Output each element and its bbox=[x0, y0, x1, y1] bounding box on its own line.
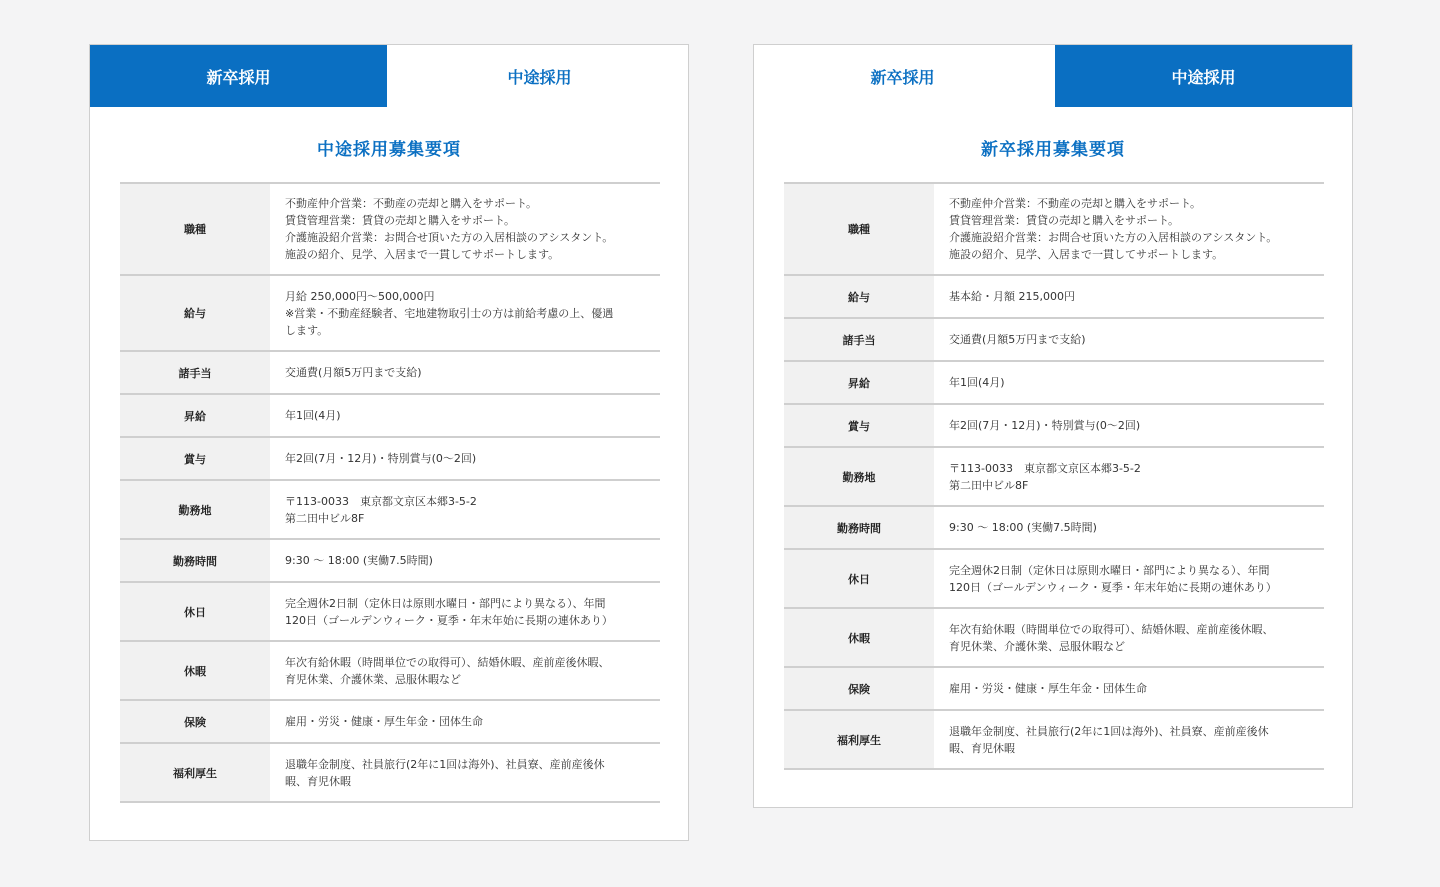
table-row bbox=[120, 700, 660, 743]
table-row bbox=[784, 361, 1324, 404]
row-value: 雇用・労災・健康・厚生年金・団体生命 bbox=[285, 715, 483, 728]
table-row bbox=[784, 506, 1324, 549]
table-row bbox=[784, 447, 1324, 506]
table-row bbox=[120, 480, 660, 539]
row-label: 職種 bbox=[120, 183, 270, 275]
row-label: 賞与 bbox=[784, 404, 934, 447]
panel-title: 新卒採用募集要項 bbox=[981, 140, 1125, 160]
row-value: 雇用・労災・健康・厚生年金・団体生命 bbox=[949, 682, 1147, 695]
row-label: 保険 bbox=[784, 667, 934, 710]
row-value: 完全週休2日制（定休日は原則水曜日・部門により異なる）、年間 120日（ゴールデンウィーク・夏季・年末年始に長期の連休あり） bbox=[285, 596, 613, 627]
table-row bbox=[784, 183, 1324, 275]
requirements-table bbox=[120, 182, 660, 803]
row-label: 諸手当 bbox=[784, 318, 934, 361]
row-label: 休暇 bbox=[784, 608, 934, 667]
tab-bar bbox=[754, 45, 1352, 107]
row-label: 勤務地 bbox=[120, 480, 270, 539]
row-value: 〒113-0033 東京都文京区本郷3-5-2 第二田中ビル8F bbox=[285, 494, 477, 525]
table-row bbox=[120, 183, 660, 275]
table-row bbox=[120, 351, 660, 394]
table-row bbox=[784, 549, 1324, 608]
row-value: 9:30 〜 18:00 (実働7.5時間) bbox=[949, 521, 1097, 534]
table-row bbox=[120, 743, 660, 802]
tab-bar bbox=[90, 45, 688, 107]
row-value: 年1回(4月) bbox=[285, 409, 341, 422]
row-value: 年2回(7月・12月)・特別賞与(0〜2回) bbox=[949, 419, 1141, 432]
table-row bbox=[120, 275, 660, 351]
row-value: 退職年金制度、社員旅行(2年に1回は海外)、社員寮、産前産後休 暇、育児休暇 bbox=[285, 757, 605, 788]
tab-new-graduate[interactable]: 新卒採用 bbox=[90, 45, 387, 107]
row-label: 勤務時間 bbox=[784, 506, 934, 549]
row-value: 〒113-0033 東京都文京区本郷3-5-2 第二田中ビル8F bbox=[949, 461, 1141, 492]
table-row bbox=[784, 404, 1324, 447]
table-row bbox=[784, 318, 1324, 361]
tab-new-graduate[interactable]: 新卒採用 bbox=[754, 45, 1051, 107]
table-row bbox=[120, 437, 660, 480]
row-label: 休日 bbox=[784, 549, 934, 608]
row-label: 昇給 bbox=[784, 361, 934, 404]
row-label: 給与 bbox=[120, 275, 270, 351]
row-value: 年次有給休暇（時間単位での取得可）、結婚休暇、産前産後休暇、 育児休業、介護休業、忌服休暇など bbox=[949, 622, 1274, 653]
table-row bbox=[120, 641, 660, 700]
row-label: 休日 bbox=[120, 582, 270, 641]
row-value: 完全週休2日制（定休日は原則水曜日・部門により異なる）、年間 120日（ゴールデンウィーク・夏季・年末年始に長期の連休あり） bbox=[949, 563, 1277, 594]
table-row bbox=[120, 582, 660, 641]
row-label: 賞与 bbox=[120, 437, 270, 480]
row-value: 不動産仲介営業：不動産の売却と購入をサポート。 賃貸管理営業：賃貸の売却と購入をサポート。 介護施設紹介営業：お問合せ頂いた方の入居相談のアシスタント。 施設の紹介、見学、入居まで一貫してサポートします。 bbox=[285, 197, 614, 261]
row-label: 昇給 bbox=[120, 394, 270, 437]
table-row bbox=[784, 608, 1324, 667]
row-label: 保険 bbox=[120, 700, 270, 743]
table-row bbox=[120, 539, 660, 582]
row-label: 諸手当 bbox=[120, 351, 270, 394]
row-value: 基本給・月額 215,000円 bbox=[949, 290, 1075, 303]
row-value: 交通費(月額5万円まで支給) bbox=[285, 366, 422, 379]
table-row bbox=[784, 667, 1324, 710]
new-graduate-panel bbox=[753, 44, 1353, 808]
row-value: 年次有給休暇（時間単位での取得可）、結婚休暇、産前産後休暇、 育児休業、介護休業、忌服休暇など bbox=[285, 655, 610, 686]
table-row bbox=[784, 275, 1324, 318]
row-value: 不動産仲介営業：不動産の売却と購入をサポート。 賃貸管理営業：賃貸の売却と購入をサポート。 介護施設紹介営業：お問合せ頂いた方の入居相談のアシスタント。 施設の紹介、見学、入居まで一貫してサポートします。 bbox=[949, 197, 1278, 261]
row-label: 職種 bbox=[784, 183, 934, 275]
requirements-table bbox=[784, 182, 1324, 770]
row-value: 交通費(月額5万円まで支給) bbox=[949, 333, 1086, 346]
row-value: 退職年金制度、社員旅行(2年に1回は海外)、社員寮、産前産後休 暇、育児休暇 bbox=[949, 724, 1269, 755]
row-label: 勤務時間 bbox=[120, 539, 270, 582]
mid-career-panel bbox=[89, 44, 689, 841]
row-value: 9:30 〜 18:00 (実働7.5時間) bbox=[285, 554, 433, 567]
row-value: 月給 250,000円〜500,000円 ※営業・不動産経験者、宅地建物取引士の方は前給考慮の上、優遇 します。 bbox=[285, 289, 614, 337]
tab-mid-career[interactable]: 中途採用 bbox=[1055, 45, 1352, 107]
row-label: 勤務地 bbox=[784, 447, 934, 506]
table-row bbox=[784, 710, 1324, 769]
row-value: 年1回(4月) bbox=[949, 376, 1005, 389]
row-label: 福利厚生 bbox=[120, 743, 270, 802]
tab-mid-career[interactable]: 中途採用 bbox=[391, 45, 688, 107]
panel-title: 中途採用募集要項 bbox=[317, 140, 461, 160]
row-label: 休暇 bbox=[120, 641, 270, 700]
row-value: 年2回(7月・12月)・特別賞与(0〜2回) bbox=[285, 452, 477, 465]
row-label: 給与 bbox=[784, 275, 934, 318]
row-label: 福利厚生 bbox=[784, 710, 934, 769]
table-row bbox=[120, 394, 660, 437]
